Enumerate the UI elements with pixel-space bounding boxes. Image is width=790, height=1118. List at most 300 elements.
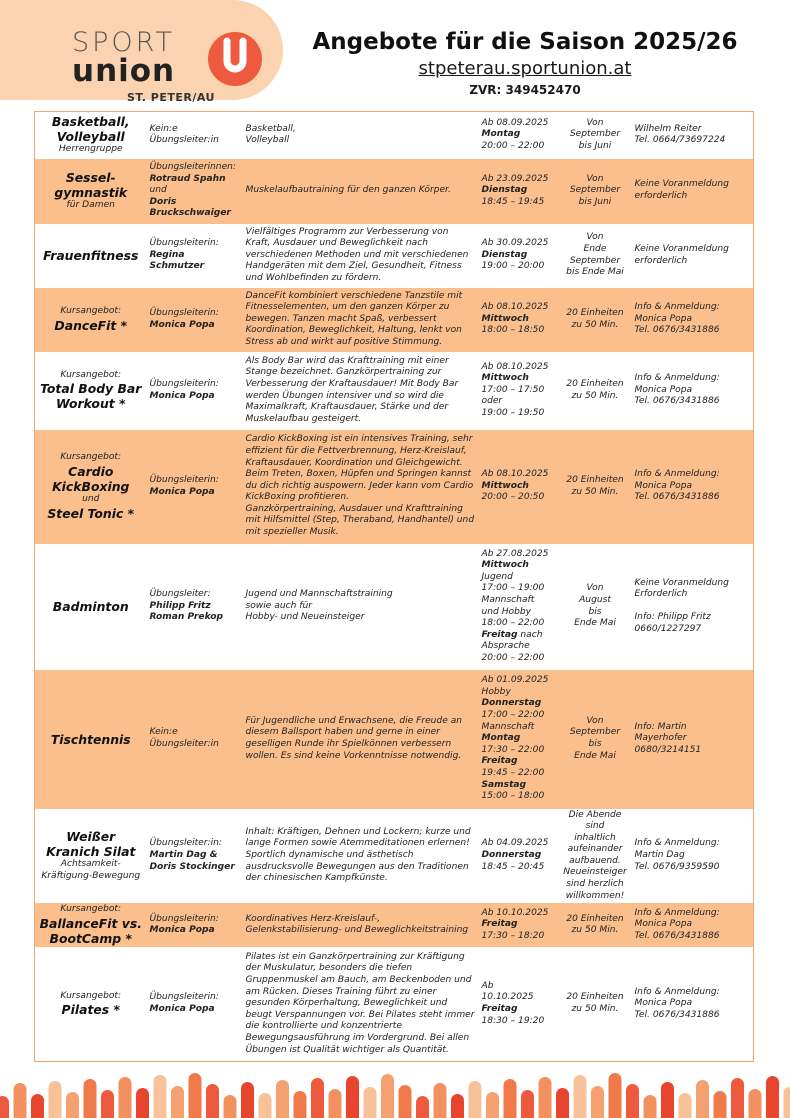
- period-cell: [559, 809, 632, 904]
- trainer-cell: [147, 430, 243, 544]
- course-period: Von Ende September bis Ende Mai: [566, 232, 624, 278]
- schedule-line: [482, 129, 556, 141]
- schedule-line: [482, 385, 556, 397]
- schedule-cell: [479, 224, 559, 288]
- trainer-label: Übungsleiter:in:: [149, 838, 222, 849]
- trainer-label: Übungsleiterin:: [149, 378, 219, 389]
- schedule-tail: nach: [517, 629, 543, 640]
- course-period: 20 Einheiten zu 50 Min.: [566, 307, 624, 330]
- table-row: [35, 947, 754, 1061]
- period-cell: [559, 947, 632, 1061]
- schedule-line: [482, 931, 556, 943]
- trainer-name: und: [149, 185, 167, 196]
- schedule-text: 18:45 – 20:45: [481, 861, 545, 872]
- course-name: Cardio KickBoxing: [52, 464, 130, 494]
- schedule-line: [482, 675, 556, 687]
- schedule-line: [482, 481, 556, 493]
- schedule-text: Freitag: [481, 756, 518, 767]
- course-subtitle: Achtsamkeit- Kräftigung-Bewegung: [41, 859, 141, 881]
- table-row: [35, 112, 754, 159]
- schedule-line: [482, 408, 556, 420]
- course-description: DanceFit kombiniert verschiedene Tanzstile mit Fitnesselementen, um den ganzen Körper zu bewegen. Tanzen macht Spaß, verbessert Koordination, Beweglichkeit, Haltung, lenkt von Stress ab und wirkt auf positive Stimmung.: [245, 290, 463, 347]
- footer-bar: [591, 1086, 604, 1118]
- trainer-name: Rotraud Spahn: [149, 173, 226, 184]
- schedule-text: 18:30 – 19:20: [481, 1015, 545, 1026]
- trainer-cell: [147, 288, 243, 352]
- footer-bar: [521, 1090, 534, 1118]
- table-row: [35, 903, 754, 947]
- schedule-text: 17:00 – 22:00: [481, 710, 545, 721]
- trainer-cell: [147, 809, 243, 904]
- footer-bar: [119, 1077, 132, 1118]
- footer-bar: [31, 1094, 44, 1118]
- trainer-name: Regina Schmutzer: [149, 249, 205, 272]
- contact-info: Keine Voranmeldung erforderlich: [634, 243, 729, 266]
- info-cell: [632, 159, 754, 224]
- description-cell: [243, 224, 479, 288]
- footer-bar: [66, 1092, 79, 1118]
- schedule-text: 18:00 – 22:00: [481, 618, 545, 629]
- schedule-line: [482, 745, 556, 757]
- contact-info: Wilhelm Reiter Tel. 0664/73697224: [634, 123, 726, 146]
- course-name: Sessel- gymnastik: [54, 170, 128, 201]
- footer-bar: [451, 1094, 464, 1118]
- schedule-line: [482, 653, 556, 665]
- schedule-line: [482, 197, 556, 209]
- footer-bar: [136, 1088, 149, 1118]
- schedule-text: Freitag: [481, 629, 518, 640]
- schedule-cell: [479, 670, 559, 809]
- schedule-line: [482, 549, 556, 561]
- schedule-line: [482, 325, 556, 337]
- schedule-line: [482, 362, 556, 374]
- website-link[interactable]: stpeterau.sportunion.at: [418, 58, 632, 79]
- course-prefix: Kursangebot:: [60, 990, 122, 1001]
- trainer-label: Übungsleiterin:: [149, 474, 219, 485]
- period-cell: [559, 288, 632, 352]
- trainer-name: Monica Popa: [149, 486, 215, 497]
- table-row: [35, 224, 754, 288]
- footer-bar: [171, 1086, 184, 1118]
- course-description: Cardio KickBoxing ist ein intensives Training, sehr effizient für die Fettverbrennung, Herz-Kreislauf, Kraftausdauer, Koordination und Gleichgewicht. Beim Treten, Boxen, Hüpfen und Springen kannst du dich richtig auspowern. Jeder kann vom Cardio KickBoxing profitieren. Ganzkörpertraining, Ausdauer und Krafttraining mit Hilfsmittel (Step, Theraband, Handhantel) und mit spezieller Musik.: [245, 434, 475, 538]
- table-row: [35, 430, 754, 544]
- description-cell: [243, 544, 479, 670]
- course-name: Total Body Bar Workout *: [40, 381, 142, 412]
- footer-bar: [49, 1081, 62, 1118]
- decorative-footer-bars: [0, 1072, 790, 1118]
- description-cell: [243, 352, 479, 430]
- schedule-text: 18:45 – 19:45: [481, 196, 545, 207]
- footer-bar: [14, 1083, 27, 1118]
- schedule-text: oder: [481, 396, 503, 407]
- schedule-line: [482, 250, 556, 262]
- schedule-text: Mittwoch: [481, 313, 529, 324]
- trainer-cell: [147, 947, 243, 1061]
- course-prefix: Kursangebot:: [60, 369, 122, 380]
- course-name: DanceFit *: [54, 317, 128, 333]
- info-cell: [632, 352, 754, 430]
- schedule-line: [482, 302, 556, 314]
- schedule-line: [482, 630, 556, 642]
- schedule-text: Ab 23.09.2025: [481, 173, 549, 184]
- description-cell: [243, 112, 479, 159]
- offers-table: [34, 111, 754, 1062]
- schedule-text: 19:00 – 19:50: [481, 407, 545, 418]
- course-prefix: Kursangebot:: [60, 904, 122, 915]
- table-row: [35, 544, 754, 670]
- trainer-name: Bruckschwaiger: [149, 208, 231, 219]
- trainer-label: Übungsleiter:in: [149, 135, 219, 146]
- schedule-text: Dienstag: [481, 249, 528, 260]
- schedule-line: [482, 373, 556, 385]
- info-cell: [632, 809, 754, 904]
- schedule-text: Ab 08.10.2025: [481, 302, 549, 313]
- trainer-label: Übungsleiter:: [149, 589, 211, 600]
- schedule-line: [482, 396, 556, 408]
- schedule-line: [482, 469, 556, 481]
- footer-bar: [749, 1089, 762, 1118]
- schedule-text: Ab 30.09.2025: [481, 238, 549, 249]
- course-cell: [35, 430, 147, 544]
- footer-bar: [766, 1076, 779, 1118]
- trainer-label: Übungsleiterin:: [149, 992, 219, 1003]
- course-period: Von September bis Ende Mai: [569, 715, 621, 761]
- period-cell: [559, 544, 632, 670]
- contact-info: Info & Anmeldung: Monica Popa Tel. 0676/3431886: [634, 302, 720, 336]
- course-cell: [35, 670, 147, 809]
- footer-bar: [329, 1089, 342, 1118]
- course-cell: [35, 352, 147, 430]
- schedule-line: [482, 908, 556, 920]
- description-cell: [243, 809, 479, 904]
- footer-bar: [84, 1079, 97, 1118]
- info-cell: [632, 947, 754, 1061]
- footer-bar: [189, 1073, 202, 1118]
- schedule-line: [482, 862, 556, 874]
- schedule-line: [482, 687, 556, 699]
- course-name: Weißer Kranich Silat: [46, 829, 136, 860]
- schedule-text: 17:30 – 18:20: [481, 931, 545, 942]
- course-name: Pilates *: [61, 1002, 120, 1018]
- footer-bar: [486, 1092, 499, 1118]
- schedule-line: [482, 141, 556, 153]
- contact-info: Info: Martin Mayerhofer 0680/3214151: [634, 721, 702, 755]
- course-period: Von September bis Juni: [569, 173, 621, 207]
- schedule-text: 15:00 – 18:00: [481, 791, 545, 802]
- description-cell: [243, 947, 479, 1061]
- schedule-text: Montag: [481, 129, 521, 140]
- schedule-line: [482, 118, 556, 130]
- trainer-cell: [147, 903, 243, 947]
- course-cell: [35, 544, 147, 670]
- schedule-line: [482, 791, 556, 803]
- schedule-text: Donnerstag: [481, 850, 542, 861]
- schedule-line: [482, 174, 556, 186]
- schedule-text: 20:00 – 22:00: [481, 141, 545, 152]
- schedule-cell: [479, 903, 559, 947]
- period-cell: [559, 670, 632, 809]
- period-cell: [559, 159, 632, 224]
- trainer-cell: [147, 352, 243, 430]
- trainer-label: Übungsleiter:in: [149, 739, 219, 749]
- schedule-line: [482, 756, 556, 768]
- schedule-text: Mittwoch: [481, 480, 529, 491]
- schedule-text: Ab 08.10.2025: [481, 361, 549, 372]
- info-cell: [632, 670, 754, 809]
- schedule-line: [482, 850, 556, 862]
- course-name: BallanceFit vs. BootCamp *: [39, 916, 142, 947]
- schedule-text: 20:00 – 20:50: [481, 492, 545, 503]
- schedule-line: [482, 710, 556, 722]
- course-name: Badminton: [52, 599, 129, 614]
- trainer-label: Kein:e: [149, 123, 178, 134]
- schedule-line: [482, 572, 556, 584]
- footer-bar: [644, 1095, 657, 1118]
- course-period: 20 Einheiten zu 50 Min.: [566, 474, 624, 497]
- course-period: Die Abende sind inhaltlich aufeinander aufbauend. Neueinsteiger sind herzlich willkommen!: [563, 809, 627, 901]
- schedule-text: Donnerstag: [481, 698, 542, 709]
- schedule-line: [482, 780, 556, 792]
- footer-bar: [539, 1077, 552, 1118]
- course-description: Für Jugendliche und Erwachsene, die Freude an diesem Ballsport haben und gerne in einer geselligen Runde ihr Spielkönnen verbessern wollen. Es sind keine Vorkenntnisse notwendig.: [245, 715, 463, 761]
- course-cell: [35, 288, 147, 352]
- logo-line-location: ST. PETER/AU: [127, 91, 215, 104]
- footer-bar: [206, 1084, 219, 1118]
- schedule-cell: [479, 947, 559, 1061]
- schedule-text: Ab 01.09.2025: [481, 675, 549, 686]
- footer-bar: [346, 1076, 359, 1118]
- trainer-name: Monica Popa: [149, 390, 215, 401]
- schedule-line: [482, 838, 556, 850]
- course-description: Koordinatives Herz-Kreislauf-, Gelenkstabilisierung- und Beweglichkeitstraining: [245, 913, 469, 936]
- trainer-label: Kein:e: [149, 727, 178, 738]
- contact-info: Info & Anmeldung: Monica Popa Tel. 0676/3431886: [634, 907, 720, 942]
- trainer-label: Übungsleiterin:: [149, 307, 219, 318]
- schedule-text: Freitag: [481, 1004, 518, 1014]
- footer-bar: [609, 1073, 622, 1118]
- logo-line-sport: SPORT: [72, 27, 175, 58]
- contact-info: Keine Voranmeldung erforderlich: [634, 179, 729, 201]
- trainer-name: Philipp Fritz: [149, 600, 211, 611]
- footer-bar: [626, 1084, 639, 1118]
- period-cell: [559, 224, 632, 288]
- schedule-line: [482, 698, 556, 710]
- schedule-cell: [479, 112, 559, 159]
- table-row: [35, 809, 754, 904]
- schedule-line: [482, 641, 556, 653]
- schedule-text: 19:00 – 20:00: [481, 261, 545, 272]
- schedule-line: [482, 1004, 556, 1016]
- footer-bar: [661, 1082, 674, 1118]
- course-period: Von August bis Ende Mai: [574, 583, 616, 629]
- schedule-line: [482, 768, 556, 780]
- schedule-text: Hobby: [481, 686, 511, 697]
- course-name: Basketball, Volleyball: [51, 114, 130, 145]
- schedule-cell: [479, 352, 559, 430]
- schedule-line: [482, 618, 556, 630]
- footer-bar: [574, 1075, 587, 1118]
- contact-info: Info & Anmeldung: Martin Dag Tel. 0676/9359590: [634, 838, 720, 872]
- footer-bar: [469, 1081, 482, 1118]
- trainer-label: Übungsleiterin:: [149, 238, 219, 249]
- schedule-text: Jugend: [481, 571, 513, 582]
- trainer-label: Übungsleiterin:: [149, 913, 219, 924]
- footer-bar: [556, 1088, 569, 1118]
- schedule-text: Absprache: [481, 641, 530, 652]
- trainer-name: Doris: [149, 196, 177, 207]
- footer-bar: [294, 1091, 307, 1118]
- contact-info: Info & Anmeldung: Monica Popa Tel. 0676/3431886: [634, 986, 720, 1020]
- schedule-text: Freitag: [481, 919, 518, 930]
- trainer-cell: [147, 670, 243, 809]
- footer-bar: [416, 1096, 429, 1118]
- footer-bar: [381, 1074, 394, 1118]
- course-description: Als Body Bar wird das Krafttraining mit einer Stange bezeichnet. Ganzkörpertraining zur Verbesserung der Kraftausdauer! Mit Body Bar werden Übungen intensiver und so wird die Maximalkraft, Kraftausdauer, Stärke und der Muskelaufbau gesteigert.: [245, 355, 459, 424]
- schedule-text: und Hobby: [481, 606, 532, 617]
- schedule-line: [482, 595, 556, 607]
- schedule-text: 10.10.2025: [481, 992, 534, 1003]
- info-cell: [632, 224, 754, 288]
- schedule-text: 20:00 – 22:00: [481, 652, 545, 663]
- period-cell: [559, 430, 632, 544]
- period-cell: [559, 352, 632, 430]
- footer-bar: [224, 1095, 237, 1118]
- schedule-text: 17:30 – 22:00: [481, 744, 545, 755]
- page-header: [300, 28, 750, 98]
- course-connector: und: [82, 494, 100, 504]
- course-cell: [35, 112, 147, 159]
- trainer-name: Monica Popa: [149, 925, 215, 936]
- course-prefix: Kursangebot:: [60, 306, 122, 317]
- trainer-cell: [147, 159, 243, 224]
- footer-bar: [241, 1082, 254, 1118]
- schedule-text: Mittwoch: [481, 560, 529, 571]
- course-cell: [35, 903, 147, 947]
- period-cell: [559, 903, 632, 947]
- description-cell: [243, 159, 479, 224]
- contact-info: Info & Anmeldung: Monica Popa Tel. 0676/3431886: [634, 469, 720, 503]
- contact-info: Keine Voranmeldung Erforderlich Info: Philipp Fritz 0660/1227297: [634, 577, 729, 634]
- course-cell: [35, 947, 147, 1061]
- schedule-text: Mannschaft: [481, 594, 535, 605]
- course-cell: [35, 809, 147, 904]
- table-row: [35, 670, 754, 809]
- info-cell: [632, 288, 754, 352]
- footer-bar: [731, 1078, 744, 1118]
- schedule-text: Montag: [481, 733, 521, 744]
- schedule-text: Ab: [481, 980, 494, 991]
- footer-bar: [434, 1083, 447, 1118]
- course-description: Muskelaufbautraining für den ganzen Körper.: [245, 185, 451, 196]
- schedule-text: Mittwoch: [481, 373, 529, 384]
- schedule-text: 18:00 – 18:50: [481, 325, 545, 336]
- schedule-line: [482, 261, 556, 273]
- schedule-text: 17:00 – 19:00: [481, 583, 545, 594]
- course-name-second: Steel Tonic *: [47, 505, 135, 521]
- trainer-name: Monica Popa: [149, 1004, 215, 1014]
- schedule-line: [482, 992, 556, 1004]
- info-cell: [632, 544, 754, 670]
- trainer-cell: [147, 224, 243, 288]
- trainer-name: Martin Dag &: [149, 850, 218, 861]
- schedule-text: Dienstag: [481, 185, 528, 196]
- trainer-name: Monica Popa: [149, 319, 215, 330]
- course-period: 20 Einheiten zu 50 Min.: [566, 378, 624, 401]
- trainer-cell: [147, 544, 243, 670]
- page-title: Angebote für die Saison 2025/26: [312, 29, 738, 55]
- course-cell: [35, 224, 147, 288]
- footer-bar: [399, 1085, 412, 1118]
- schedule-line: [482, 238, 556, 250]
- table-row: [35, 288, 754, 352]
- footer-bar: [259, 1093, 272, 1118]
- description-cell: [243, 288, 479, 352]
- schedule-text: 17:00 – 17:50: [481, 384, 545, 395]
- footer-bar: [101, 1090, 114, 1118]
- schedule-text: Samstag: [481, 779, 527, 790]
- course-description: Inhalt: Kräftigen, Dehnen und Lockern; kurze und lange Formen sowie Atemmeditationen erlernen! Sportlich dynamische und ästhetisch ausdrucksvolle Bewegungen aus den Traditionen der chinesischen Kampfkünste.: [245, 826, 471, 884]
- course-subtitle: Herrengruppe: [58, 144, 123, 155]
- description-cell: [243, 903, 479, 947]
- footer-bar: [504, 1079, 517, 1118]
- course-period: 20 Einheiten zu 50 Min.: [566, 913, 624, 936]
- schedule-line: [482, 981, 556, 993]
- union-u-icon: [207, 29, 267, 89]
- course-description: Pilates ist ein Ganzkörpertraining zur Kräftigung der Muskulatur, besonders die tiefen Gruppenmuskel am Bauch, am Beckenboden und am Rücken. Dieses Training führt zu einer gesunden Körperhaltung, Beweglichkeit und beugt Verspannungen vor. Bei Pilates steht immer die kontrollierte und konzentrierte Bewegungsausführung im Vordergrund. Bei allen Übungen ist Qualität wichtiger als Quantität.: [245, 951, 475, 1055]
- trainer-name: Roman Prekop: [149, 612, 224, 623]
- schedule-line: [482, 1016, 556, 1028]
- info-cell: [632, 430, 754, 544]
- table-row: [35, 159, 754, 224]
- schedule-text: Ab 27.08.2025: [481, 548, 549, 559]
- course-cell: [35, 159, 147, 224]
- footer-bar: [311, 1078, 324, 1118]
- schedule-line: [482, 919, 556, 931]
- footer-bar: [696, 1080, 709, 1118]
- schedule-text: Mannschaft: [481, 721, 535, 732]
- schedule-text: 19:45 – 22:00: [481, 767, 545, 778]
- footer-bar: [0, 1096, 9, 1118]
- sportunion-logo: [72, 27, 272, 104]
- info-cell: [632, 903, 754, 947]
- schedule-cell: [479, 288, 559, 352]
- schedule-text: Ab 08.09.2025: [481, 117, 549, 128]
- schedule-text: Ab 08.10.2025: [481, 469, 549, 480]
- course-name: Frauenfitness: [43, 248, 139, 263]
- table-row: [35, 352, 754, 430]
- schedule-text: Ab 04.09.2025: [481, 838, 549, 849]
- schedule-line: [482, 185, 556, 197]
- footer-bar: [784, 1087, 790, 1118]
- zvr-number: ZVR: 349452470: [469, 83, 581, 97]
- footer-bar: [154, 1075, 167, 1118]
- schedule-cell: [479, 809, 559, 904]
- course-prefix: Kursangebot:: [60, 452, 122, 463]
- schedule-cell: [479, 159, 559, 224]
- schedule-line: [482, 492, 556, 504]
- schedule-cell: [479, 544, 559, 670]
- schedule-cell: [479, 430, 559, 544]
- info-cell: [632, 112, 754, 159]
- schedule-text: Ab 10.10.2025: [481, 907, 549, 918]
- trainer-label: Übungsleiterinnen:: [149, 162, 236, 173]
- description-cell: [243, 670, 479, 809]
- logo-line-union: union: [72, 53, 176, 89]
- course-description: Jugend und Mannschaftstraining sowie auch für Hobby- und Neueinsteiger: [245, 589, 393, 623]
- footer-bar: [679, 1093, 692, 1118]
- schedule-line: [482, 733, 556, 745]
- period-cell: [559, 112, 632, 159]
